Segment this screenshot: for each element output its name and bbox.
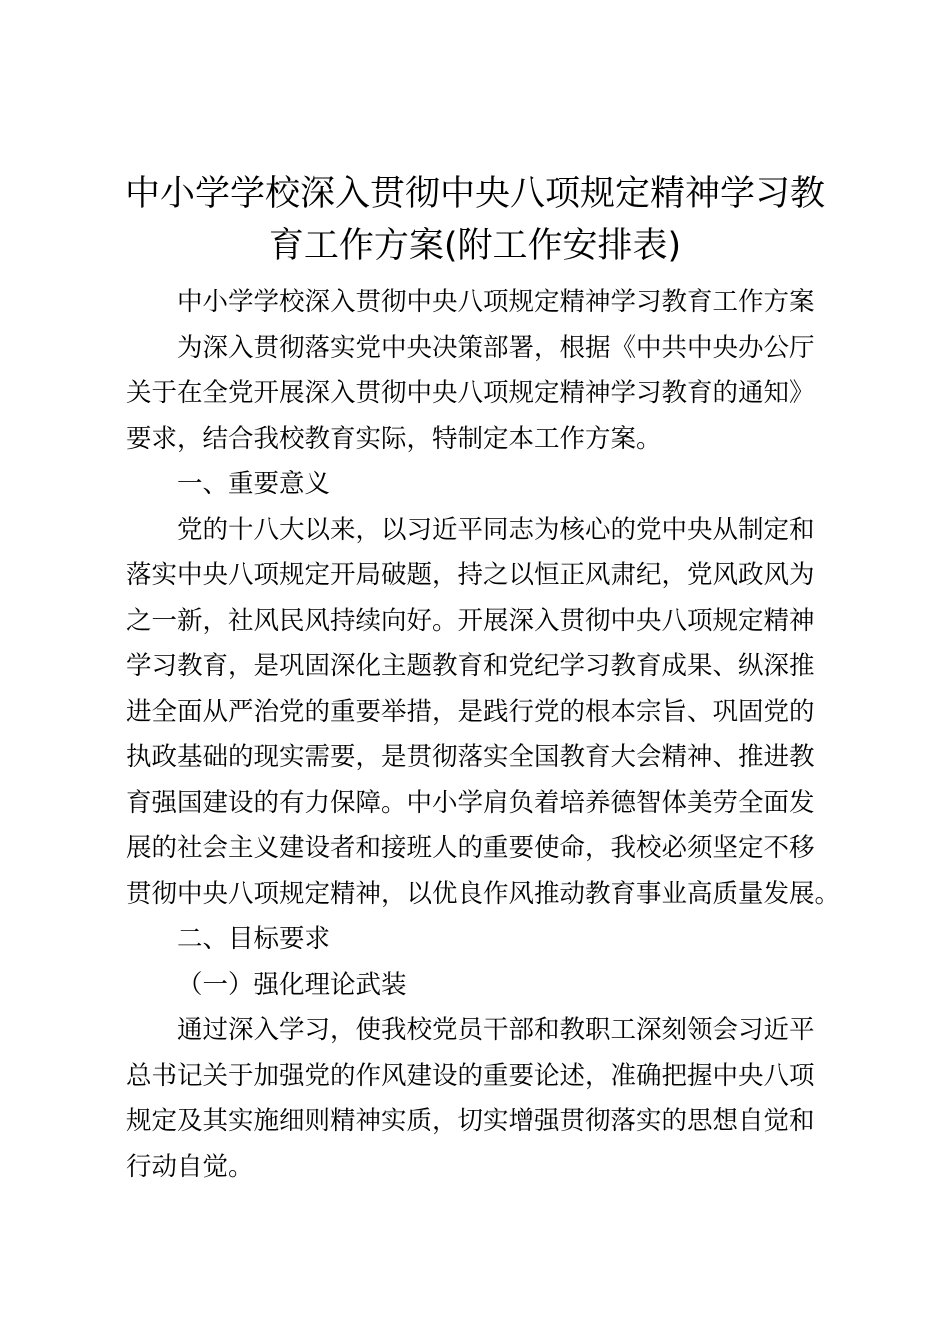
paragraph-line: 党的十八大以来，以习近平同志为核心的党中央从制定和	[177, 514, 815, 545]
section-heading-1	[126, 462, 832, 508]
heading-text: 一、重要意义	[177, 469, 331, 499]
heading-text: 二、目标要求	[177, 924, 331, 954]
paragraph-line: 进全面从严治党的重要举措，是践行党的根本宗旨、巩固党的	[126, 696, 815, 727]
intro-paragraph	[126, 326, 832, 463]
paragraph-line: 行动自觉。	[126, 1151, 254, 1182]
document-subtitle	[126, 280, 832, 326]
section-heading-2	[126, 917, 832, 963]
document-body	[126, 280, 841, 1190]
section1-paragraph	[126, 508, 841, 918]
paragraph-line: 执政基础的现实需要，是贯彻落实全国教育大会精神、推进教	[126, 742, 815, 772]
paragraph-line: 学习教育，是巩固深化主题教育和党纪学习教育成果、纵深推	[126, 651, 815, 681]
subsection-heading-1	[126, 963, 832, 1009]
document-title	[118, 168, 832, 272]
paragraph-line: 规定及其实施细则精神实质，切实增强贯彻落实的思想自觉和	[126, 1106, 815, 1136]
paragraph-line: 育强国建设的有力保障。中小学肩负着培养德智体美劳全面发	[126, 787, 815, 818]
heading-text: （一）强化理论武装	[177, 969, 407, 1000]
subtitle-text: 中小学学校深入贯彻中央八项规定精神学习教育工作方案	[177, 287, 815, 317]
paragraph-line: 展的社会主义建设者和接班人的重要使命，我校必须坚定不移	[126, 833, 815, 863]
title-line: 育工作方案(附工作安排表)	[268, 226, 682, 266]
paragraph-line: 总书记关于加强党的作风建设的重要论述，准确把握中央八项	[126, 1060, 815, 1091]
paragraph-line: 之一新，社风民风持续向好。开展深入贯彻中央八项规定精神	[126, 605, 815, 636]
paragraph-line: 落实中央八项规定开局破题，持之以恒正风肃纪，党风政风为	[126, 560, 815, 590]
paragraph-line: 关于在全党开展深入贯彻中央八项规定精神学习教育的通知》	[126, 378, 815, 408]
title-line: 中小学学校深入贯彻中央八项规定精神学习教	[124, 174, 825, 214]
sub1-paragraph	[126, 1008, 832, 1190]
paragraph-line: 贯彻中央八项规定精神，以优良作风推动教育事业高质量发展。	[126, 878, 841, 909]
paragraph-line: 通过深入学习，使我校党员干部和教职工深刻领会习近平	[177, 1015, 815, 1045]
paragraph-line: 为深入贯彻落实党中央决策部署，根据《中共中央办公厅	[177, 332, 815, 363]
paragraph-line: 要求，结合我校教育实际，特制定本工作方案。	[126, 423, 662, 454]
